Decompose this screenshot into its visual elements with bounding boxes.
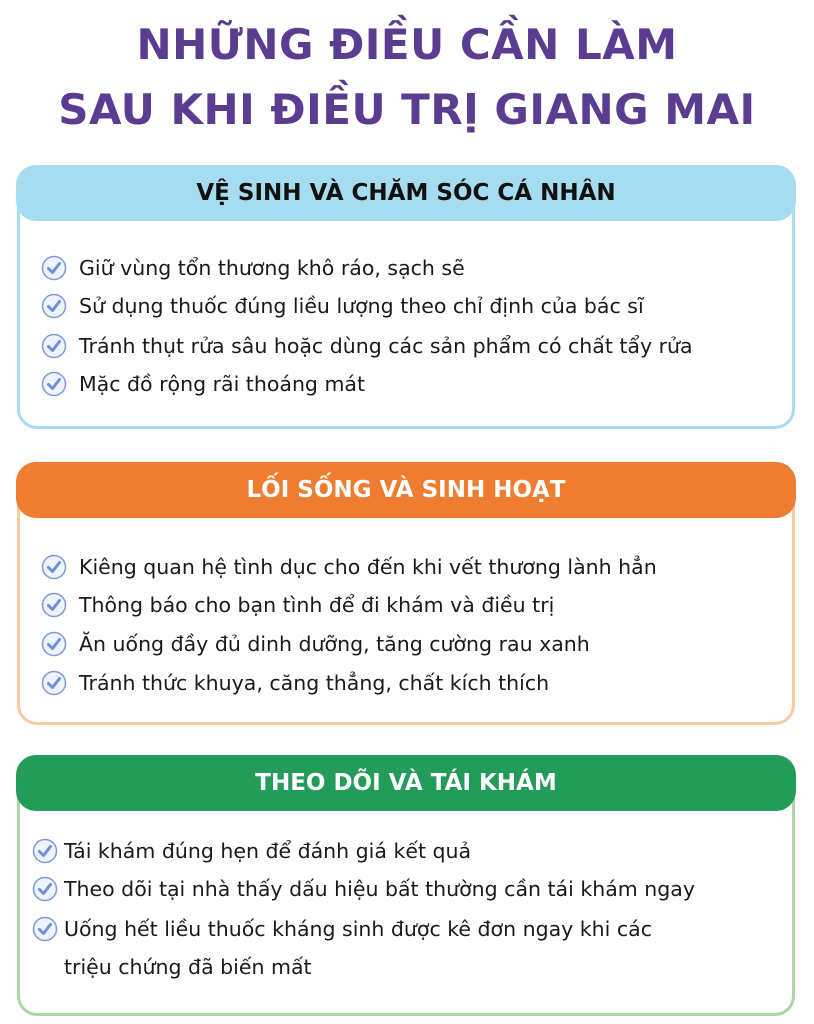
list-item <box>32 916 652 942</box>
section-heading: THEO DÕI VÀ TÁI KHÁM <box>16 755 796 811</box>
item-text: Thông báo cho bạn tình để đi khám và điều trị <box>79 593 555 617</box>
list-item <box>41 293 644 319</box>
list-item <box>41 333 693 359</box>
check-circle-icon <box>41 554 67 580</box>
check-circle-icon <box>41 255 67 281</box>
title-line-1: NHỮNG ĐIỀU CẦN LÀM <box>136 20 678 69</box>
list-item <box>41 670 549 696</box>
section-follow-up <box>17 755 795 1016</box>
item-text: Tránh thụt rửa sâu hoặc dùng các sản phẩm có chất tẩy rửa <box>79 334 693 358</box>
list-item <box>41 371 365 397</box>
item-text: Kiêng quan hệ tình dục cho đến khi vết thương lành hẳn <box>79 555 657 579</box>
item-text: Ăn uống đầy đủ dinh dưỡng, tăng cường rau xanh <box>79 632 590 656</box>
item-text: Sử dụng thuốc đúng liều lượng theo chỉ định của bác sĩ <box>79 294 644 318</box>
item-text-continuation: triệu chứng đã biến mất <box>64 955 312 979</box>
check-circle-icon <box>32 876 58 902</box>
check-circle-icon <box>41 333 67 359</box>
list-item <box>41 554 657 580</box>
check-circle-icon <box>41 371 67 397</box>
section-hygiene <box>17 165 795 429</box>
list-item <box>41 592 554 618</box>
check-circle-icon <box>41 631 67 657</box>
list-item <box>32 838 471 864</box>
list-item <box>41 631 590 657</box>
list-item <box>41 255 465 281</box>
item-text: Mặc đồ rộng rãi thoáng mát <box>79 372 366 396</box>
item-text: Tái khám đúng hẹn để đánh giá kết quả <box>64 839 472 863</box>
item-text: Tránh thức khuya, căng thẳng, chất kích thích <box>79 671 550 695</box>
title-line-2: SAU KHI ĐIỀU TRỊ GIANG MAI <box>58 85 756 134</box>
section-lifestyle <box>17 462 795 725</box>
check-circle-icon <box>41 592 67 618</box>
check-circle-icon <box>32 838 58 864</box>
item-text: Uống hết liều thuốc kháng sinh được kê đơn ngay khi các <box>64 917 652 941</box>
section-heading: LỐI SỐNG VÀ SINH HOẠT <box>16 462 796 518</box>
item-text: Giữ vùng tổn thương khô ráo, sạch sẽ <box>79 256 465 280</box>
item-text: Theo dõi tại nhà thấy dấu hiệu bất thường cần tái khám ngay <box>64 877 695 901</box>
check-circle-icon <box>41 293 67 319</box>
section-heading: VỆ SINH VÀ CHĂM SÓC CÁ NHÂN <box>16 165 796 221</box>
check-circle-icon <box>32 916 58 942</box>
list-item <box>32 876 695 902</box>
check-circle-icon <box>41 670 67 696</box>
